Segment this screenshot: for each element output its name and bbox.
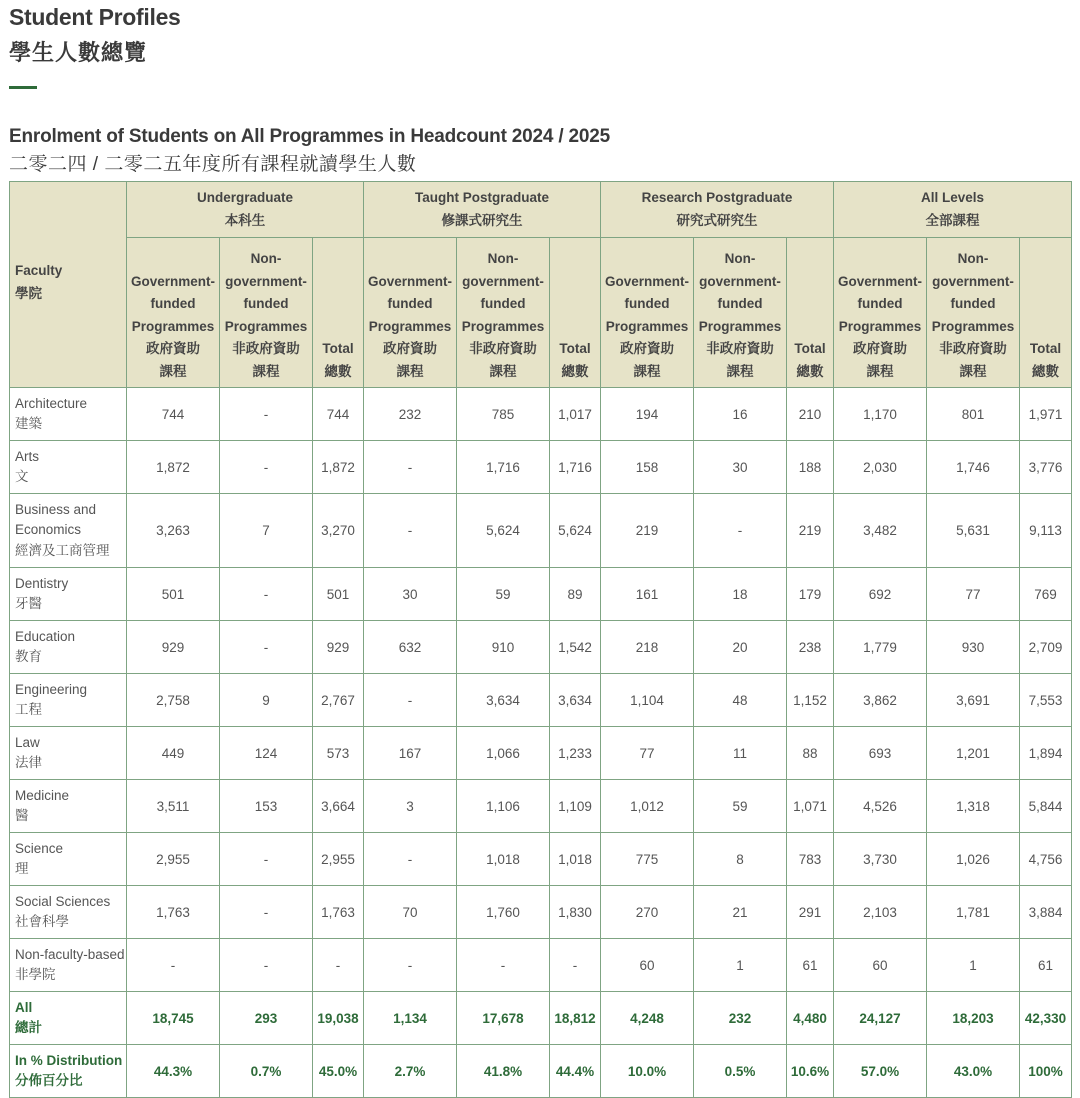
column-header-gov-funded: Government- funded Programmes 政府資助 課程	[364, 238, 457, 388]
table-row	[10, 621, 1072, 674]
value-cell: 24,127	[834, 992, 927, 1045]
column-header-non-gov-funded: Non- government- funded Programmes 非政府資助 課程	[927, 238, 1020, 388]
value-cell: -	[364, 441, 457, 494]
value-cell: 59	[457, 568, 550, 621]
value-cell: 158	[601, 441, 694, 494]
faculty-name-cell: In % Distribution 分佈百分比	[10, 1045, 127, 1098]
value-cell: 1,233	[550, 727, 601, 780]
table-row	[10, 939, 1072, 992]
value-cell: 3,862	[834, 674, 927, 727]
table-row	[10, 780, 1072, 833]
value-cell: -	[550, 939, 601, 992]
value-cell: 232	[364, 388, 457, 441]
value-cell: 501	[313, 568, 364, 621]
value-cell: 21	[694, 886, 787, 939]
value-cell: 270	[601, 886, 694, 939]
value-cell: 2,758	[127, 674, 220, 727]
value-cell: 801	[927, 388, 1020, 441]
faculty-name-cell: Arts 文	[10, 441, 127, 494]
value-cell: 3,691	[927, 674, 1020, 727]
value-cell: 5,631	[927, 494, 1020, 568]
value-cell: 291	[787, 886, 834, 939]
value-cell: 43.0%	[927, 1045, 1020, 1098]
value-cell: 88	[787, 727, 834, 780]
column-header-total: Total 總數	[550, 238, 601, 388]
value-cell: 20	[694, 621, 787, 674]
column-header-total: Total 總數	[313, 238, 364, 388]
value-cell: 1,872	[127, 441, 220, 494]
value-cell: 929	[313, 621, 364, 674]
value-cell: 4,756	[1020, 833, 1072, 886]
value-cell: 1,104	[601, 674, 694, 727]
title-accent-bar	[9, 86, 37, 89]
value-cell: 1,716	[457, 441, 550, 494]
value-cell: 3,511	[127, 780, 220, 833]
value-cell: 744	[313, 388, 364, 441]
value-cell: 693	[834, 727, 927, 780]
value-cell: -	[220, 833, 313, 886]
value-cell: 18,812	[550, 992, 601, 1045]
value-cell: -	[127, 939, 220, 992]
value-cell: 4,248	[601, 992, 694, 1045]
value-cell: 2,030	[834, 441, 927, 494]
value-cell: 1,134	[364, 992, 457, 1045]
value-cell: 5,844	[1020, 780, 1072, 833]
value-cell: 44.3%	[127, 1045, 220, 1098]
value-cell: -	[220, 886, 313, 939]
value-cell: -	[364, 494, 457, 568]
value-cell: 3,884	[1020, 886, 1072, 939]
enrolment-table	[9, 181, 1072, 1098]
value-cell: 2,955	[313, 833, 364, 886]
value-cell: 2,709	[1020, 621, 1072, 674]
value-cell: 2,767	[313, 674, 364, 727]
value-cell: 77	[601, 727, 694, 780]
value-cell: 194	[601, 388, 694, 441]
table-title: Enrolment of Students on All Programmes in Headcount 2024 / 2025	[9, 126, 610, 147]
value-cell: 1,071	[787, 780, 834, 833]
value-cell: 910	[457, 621, 550, 674]
table-row	[10, 568, 1072, 621]
faculty-name-cell: Science 理	[10, 833, 127, 886]
faculty-name-cell: Social Sciences 社會科學	[10, 886, 127, 939]
value-cell: 18,203	[927, 992, 1020, 1045]
value-cell: 1,170	[834, 388, 927, 441]
value-cell: -	[220, 568, 313, 621]
value-cell: 5,624	[457, 494, 550, 568]
table-row	[10, 388, 1072, 441]
value-cell: 3,634	[457, 674, 550, 727]
column-header-non-gov-funded: Non- government- funded Programmes 非政府資助 課程	[220, 238, 313, 388]
value-cell: 167	[364, 727, 457, 780]
value-cell: 1,779	[834, 621, 927, 674]
column-header-total: Total 總數	[1020, 238, 1072, 388]
faculty-name-cell: Law 法律	[10, 727, 127, 780]
table-row	[10, 727, 1072, 780]
value-cell: 11	[694, 727, 787, 780]
faculty-name-cell: Medicine 醫	[10, 780, 127, 833]
value-cell: 188	[787, 441, 834, 494]
value-cell: 2,955	[127, 833, 220, 886]
value-cell: 42,330	[1020, 992, 1072, 1045]
value-cell: 3,482	[834, 494, 927, 568]
subheader-row	[10, 238, 1072, 388]
value-cell: 48	[694, 674, 787, 727]
value-cell: -	[364, 674, 457, 727]
value-cell: 785	[457, 388, 550, 441]
value-cell: 1,763	[313, 886, 364, 939]
value-cell: 9	[220, 674, 313, 727]
value-cell: 1	[694, 939, 787, 992]
table-row	[10, 992, 1072, 1045]
value-cell: 61	[1020, 939, 1072, 992]
value-cell: 501	[127, 568, 220, 621]
faculty-name-cell: Engineering 工程	[10, 674, 127, 727]
value-cell: 18,745	[127, 992, 220, 1045]
faculty-name-cell: Dentistry 牙醫	[10, 568, 127, 621]
value-cell: 1,760	[457, 886, 550, 939]
table-body	[10, 388, 1072, 1098]
value-cell: -	[220, 939, 313, 992]
table-row	[10, 833, 1072, 886]
value-cell: 17,678	[457, 992, 550, 1045]
value-cell: -	[313, 939, 364, 992]
value-cell: 1,152	[787, 674, 834, 727]
value-cell: 7	[220, 494, 313, 568]
value-cell: 1,872	[313, 441, 364, 494]
value-cell: 1,830	[550, 886, 601, 939]
value-cell: 10.6%	[787, 1045, 834, 1098]
value-cell: 218	[601, 621, 694, 674]
value-cell: 1,781	[927, 886, 1020, 939]
faculty-name-cell: All 總計	[10, 992, 127, 1045]
value-cell: 5,624	[550, 494, 601, 568]
value-cell: 573	[313, 727, 364, 780]
value-cell: 9,113	[1020, 494, 1072, 568]
value-cell: 10.0%	[601, 1045, 694, 1098]
value-cell: 775	[601, 833, 694, 886]
value-cell: 930	[927, 621, 1020, 674]
value-cell: 4,526	[834, 780, 927, 833]
table-row	[10, 441, 1072, 494]
table-row	[10, 886, 1072, 939]
value-cell: 1,318	[927, 780, 1020, 833]
table-row	[10, 674, 1072, 727]
value-cell: 89	[550, 568, 601, 621]
value-cell: 238	[787, 621, 834, 674]
value-cell: 57.0%	[834, 1045, 927, 1098]
value-cell: 1,026	[927, 833, 1020, 886]
value-cell: 1,018	[550, 833, 601, 886]
value-cell: 30	[364, 568, 457, 621]
column-header-gov-funded: Government- funded Programmes 政府資助 課程	[601, 238, 694, 388]
group-header-undergraduate: Undergraduate 本科生	[127, 182, 364, 238]
value-cell: 124	[220, 727, 313, 780]
table-row	[10, 494, 1072, 568]
value-cell: 219	[787, 494, 834, 568]
value-cell: 1,106	[457, 780, 550, 833]
group-header-taught-postgraduate: Taught Postgraduate 修課式研究生	[364, 182, 601, 238]
value-cell: 449	[127, 727, 220, 780]
value-cell: 60	[834, 939, 927, 992]
value-cell: 3,263	[127, 494, 220, 568]
value-cell: 3,664	[313, 780, 364, 833]
value-cell: 8	[694, 833, 787, 886]
faculty-name-cell: Architecture 建築	[10, 388, 127, 441]
value-cell: 1	[927, 939, 1020, 992]
column-header-non-gov-funded: Non- government- funded Programmes 非政府資助 課程	[694, 238, 787, 388]
value-cell: 1,746	[927, 441, 1020, 494]
value-cell: 2,103	[834, 886, 927, 939]
value-cell: 1,894	[1020, 727, 1072, 780]
value-cell: 1,716	[550, 441, 601, 494]
value-cell: 0.7%	[220, 1045, 313, 1098]
value-cell: 3,730	[834, 833, 927, 886]
value-cell: 4,480	[787, 992, 834, 1045]
value-cell: 153	[220, 780, 313, 833]
value-cell: -	[694, 494, 787, 568]
table-title-zh: 二零二四 / 二零二五年度所有課程就讀學生人數	[9, 154, 417, 175]
faculty-name-cell: Non-faculty-based 非學院	[10, 939, 127, 992]
value-cell: 19,038	[313, 992, 364, 1045]
value-cell: 1,066	[457, 727, 550, 780]
value-cell: 2.7%	[364, 1045, 457, 1098]
value-cell: 41.8%	[457, 1045, 550, 1098]
value-cell: 783	[787, 833, 834, 886]
page-title: Student Profiles	[9, 4, 181, 30]
value-cell: 1,763	[127, 886, 220, 939]
value-cell: 232	[694, 992, 787, 1045]
value-cell: 632	[364, 621, 457, 674]
value-cell: -	[220, 621, 313, 674]
value-cell: 18	[694, 568, 787, 621]
column-header-gov-funded: Government- funded Programmes 政府資助 課程	[834, 238, 927, 388]
faculty-column-header: Faculty 學院	[10, 182, 127, 388]
value-cell: 210	[787, 388, 834, 441]
group-header-all-levels: All Levels 全部課程	[834, 182, 1072, 238]
group-header-research-postgraduate: Research Postgraduate 研究式研究生	[601, 182, 834, 238]
value-cell: 179	[787, 568, 834, 621]
value-cell: 3,776	[1020, 441, 1072, 494]
value-cell: 219	[601, 494, 694, 568]
column-header-gov-funded: Government- funded Programmes 政府資助 課程	[127, 238, 220, 388]
value-cell: 692	[834, 568, 927, 621]
value-cell: 77	[927, 568, 1020, 621]
value-cell: 0.5%	[694, 1045, 787, 1098]
value-cell: 3,270	[313, 494, 364, 568]
value-cell: 1,201	[927, 727, 1020, 780]
value-cell: 1,542	[550, 621, 601, 674]
value-cell: 60	[601, 939, 694, 992]
value-cell: -	[457, 939, 550, 992]
value-cell: 293	[220, 992, 313, 1045]
value-cell: 7,553	[1020, 674, 1072, 727]
faculty-name-cell: Business and Economics 經濟及工商管理	[10, 494, 127, 568]
value-cell: 45.0%	[313, 1045, 364, 1098]
value-cell: 1,971	[1020, 388, 1072, 441]
faculty-name-cell: Education 教育	[10, 621, 127, 674]
column-header-non-gov-funded: Non- government- funded Programmes 非政府資助 課程	[457, 238, 550, 388]
column-header-total: Total 總數	[787, 238, 834, 388]
value-cell: 3	[364, 780, 457, 833]
value-cell: 1,109	[550, 780, 601, 833]
value-cell: -	[220, 388, 313, 441]
value-cell: 1,018	[457, 833, 550, 886]
value-cell: 929	[127, 621, 220, 674]
value-cell: 44.4%	[550, 1045, 601, 1098]
table-row	[10, 1045, 1072, 1098]
value-cell: 100%	[1020, 1045, 1072, 1098]
value-cell: -	[364, 833, 457, 886]
value-cell: -	[364, 939, 457, 992]
value-cell: 70	[364, 886, 457, 939]
value-cell: 1,012	[601, 780, 694, 833]
value-cell: 30	[694, 441, 787, 494]
value-cell: 744	[127, 388, 220, 441]
value-cell: 61	[787, 939, 834, 992]
value-cell: 59	[694, 780, 787, 833]
page-title-zh: 學生人數總覽	[9, 40, 148, 65]
value-cell: 3,634	[550, 674, 601, 727]
value-cell: 769	[1020, 568, 1072, 621]
group-header-row	[10, 182, 1072, 238]
value-cell: 16	[694, 388, 787, 441]
value-cell: -	[220, 441, 313, 494]
value-cell: 161	[601, 568, 694, 621]
value-cell: 1,017	[550, 388, 601, 441]
